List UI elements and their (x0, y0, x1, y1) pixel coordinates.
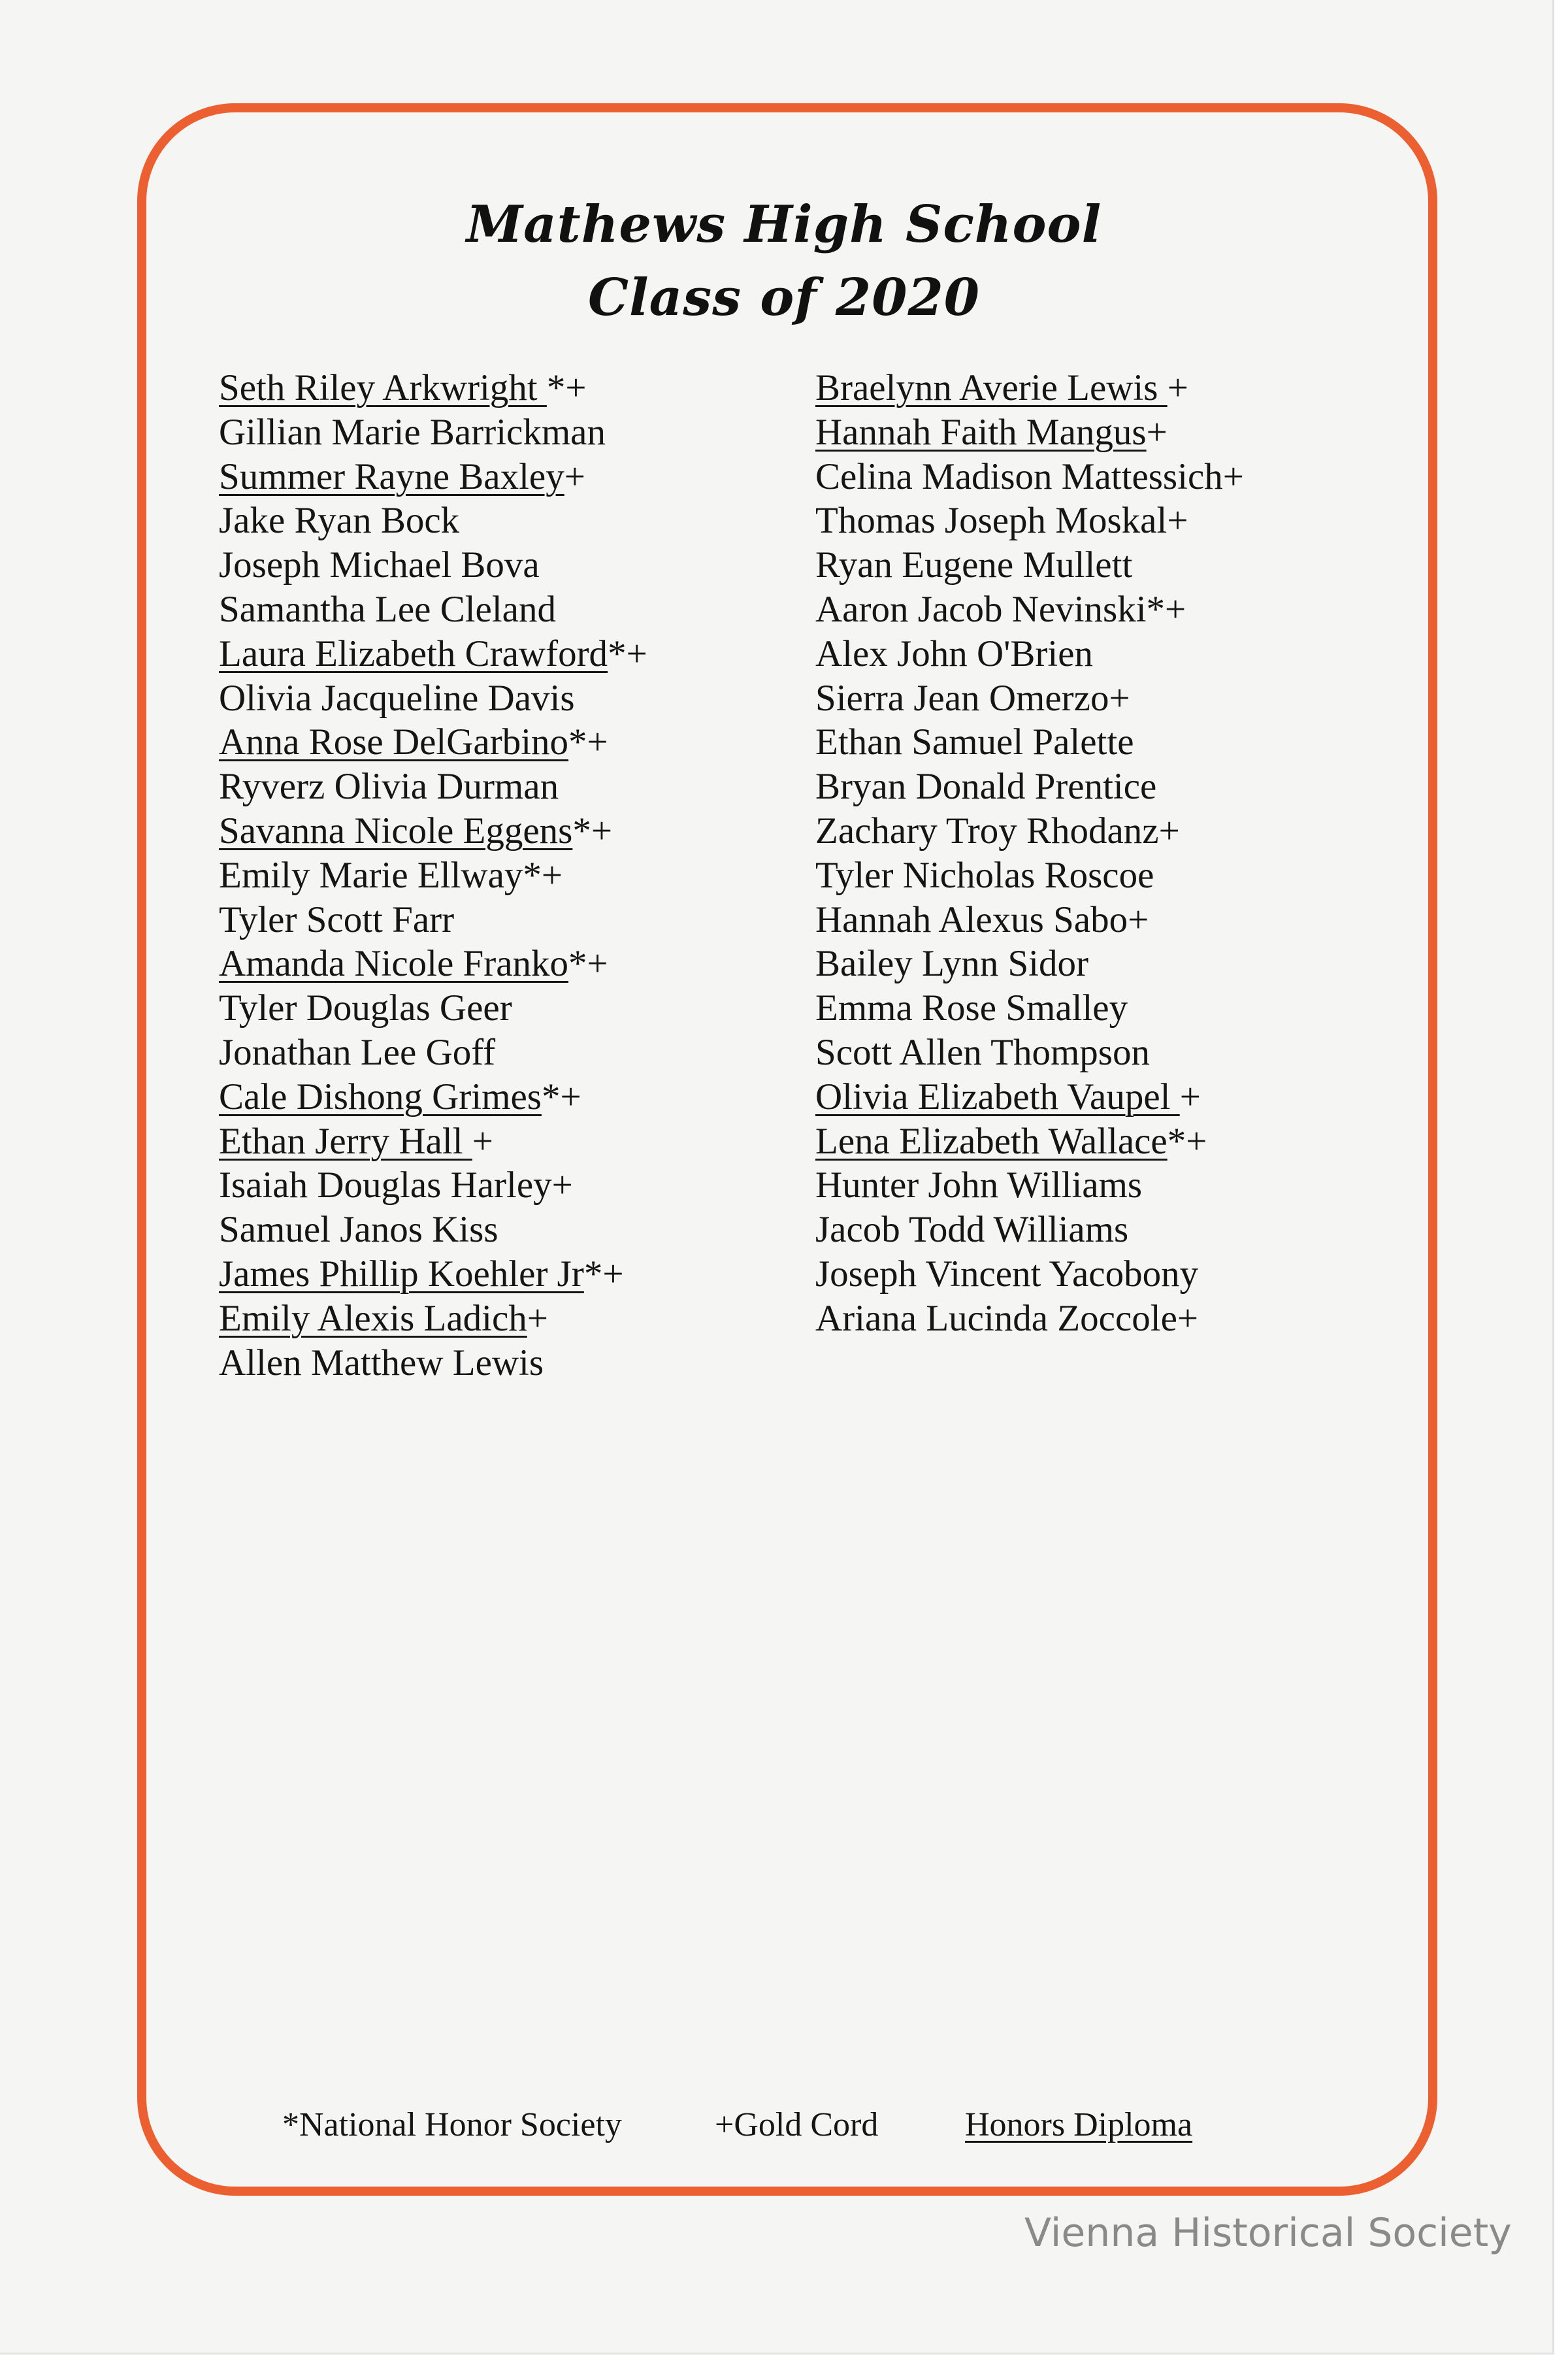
student-entry (815, 1252, 1244, 1297)
student-name: Ethan Jerry Hall (219, 1120, 472, 1162)
student-name: Zachary Troy Rhodanz (815, 810, 1159, 851)
student-entry (815, 1208, 1244, 1252)
student-entry (219, 499, 647, 543)
student-name: Jake Ryan Bock (219, 500, 460, 542)
student-list-left (219, 366, 647, 1385)
student-entry (815, 543, 1244, 587)
student-entry (815, 632, 1244, 676)
student-entry (219, 765, 647, 809)
student-name: Isaiah Douglas Harley (219, 1165, 552, 1206)
honor-marks: + (1109, 677, 1130, 719)
honor-marks: *+ (608, 633, 647, 674)
watermark: Vienna Historical Society (1024, 2210, 1512, 2256)
honor-marks: *+ (546, 367, 587, 408)
student-entry (219, 720, 647, 765)
student-name: Hunter John Williams (815, 1165, 1143, 1206)
student-name: Lena Elizabeth Wallace (815, 1120, 1168, 1162)
honor-marks: + (1167, 367, 1188, 408)
student-entry (219, 632, 647, 676)
student-entry (815, 1031, 1244, 1075)
legend-honors-diploma: Honors Diploma (965, 2106, 1193, 2143)
student-entry (219, 455, 647, 499)
student-name: Jonathan Lee Goff (219, 1031, 496, 1073)
student-name: Alex John O'Brien (815, 633, 1094, 674)
honor-marks: + (472, 1120, 493, 1162)
student-name: Bailey Lynn Sidor (815, 943, 1088, 985)
honor-marks: *+ (1167, 1120, 1207, 1162)
student-name: Hannah Faith Mangus (815, 411, 1147, 453)
student-name: Tyler Douglas Geer (219, 987, 512, 1029)
student-name: Emma Rose Smalley (815, 987, 1128, 1029)
student-name: Samantha Lee Cleland (219, 588, 556, 630)
student-entry (815, 1119, 1244, 1164)
student-name: Samuel Janos Kiss (219, 1209, 498, 1251)
student-name: Sierra Jean Omerzo (815, 677, 1109, 719)
student-entry (815, 676, 1244, 721)
student-entry (219, 1031, 647, 1075)
student-entry (219, 587, 647, 632)
honor-marks: *+ (583, 1253, 624, 1295)
student-entry (815, 986, 1244, 1031)
honor-marks: + (1128, 899, 1149, 940)
honor-marks: + (1179, 1076, 1201, 1117)
student-entry (815, 853, 1244, 898)
student-name: Anna Rose DelGarbino (219, 721, 569, 763)
honor-marks: + (1167, 500, 1188, 542)
honor-marks: + (1146, 411, 1168, 453)
student-entry (219, 366, 647, 410)
student-entry (219, 898, 647, 942)
student-name: Emily Marie Ellway (219, 854, 523, 896)
student-entry (219, 1163, 647, 1208)
student-entry (219, 809, 647, 853)
student-name: Scott Allen Thompson (815, 1031, 1150, 1073)
student-entry (815, 366, 1244, 410)
honor-marks: *+ (541, 1076, 581, 1117)
student-entry (219, 410, 647, 455)
student-entry (219, 853, 647, 898)
honor-marks: + (1177, 1297, 1199, 1339)
student-name: Cale Dishong Grimes (219, 1076, 542, 1117)
student-name: Allen Matthew Lewis (219, 1342, 544, 1383)
student-name: Joseph Michael Bova (219, 544, 540, 586)
student-name: Seth Riley Arkwright (219, 367, 547, 408)
student-name: Bryan Donald Prentice (815, 766, 1157, 808)
student-entry (219, 1297, 647, 1341)
legend-national-honor-society: *National Honor Society (282, 2106, 622, 2143)
student-name: Tyler Scott Farr (219, 899, 455, 940)
student-entry (815, 765, 1244, 809)
student-name: Amanda Nicole Franko (219, 943, 569, 985)
honor-marks: + (1222, 455, 1244, 497)
student-entry (815, 1075, 1244, 1119)
legend (0, 2106, 1568, 2151)
student-name: Aaron Jacob Nevinski (815, 588, 1147, 630)
honor-marks: *+ (572, 810, 612, 851)
student-name: Ethan Samuel Palette (815, 721, 1134, 763)
student-entry (815, 898, 1244, 942)
student-name: Joseph Vincent Yacobony (815, 1253, 1199, 1295)
student-name: Ryverz Olivia Durman (219, 766, 559, 808)
student-list-right (815, 366, 1244, 1341)
student-name: Ariana Lucinda Zoccole (815, 1297, 1177, 1339)
student-name: Emily Alexis Ladich (219, 1297, 527, 1339)
student-name: Thomas Joseph Moskal (815, 500, 1168, 542)
student-entry (815, 499, 1244, 543)
student-entry (815, 1297, 1244, 1341)
student-name: James Phillip Koehler Jr (219, 1253, 584, 1295)
student-entry (219, 1119, 647, 1164)
honor-marks: *+ (1146, 588, 1186, 630)
student-name: Ryan Eugene Mullett (815, 544, 1133, 586)
student-name: Hannah Alexus Sabo (815, 899, 1128, 940)
student-entry (815, 410, 1244, 455)
student-name: Celina Madison Mattessich (815, 455, 1223, 497)
student-entry (219, 676, 647, 721)
student-entry (815, 720, 1244, 765)
student-entry (219, 986, 647, 1031)
student-entry (815, 942, 1244, 986)
student-name: Laura Elizabeth Crawford (219, 633, 608, 674)
student-entry (219, 1341, 647, 1385)
honor-marks: *+ (523, 854, 563, 896)
student-name: Jacob Todd Williams (815, 1209, 1129, 1251)
student-entry (815, 587, 1244, 632)
student-name: Olivia Elizabeth Vaupel (815, 1076, 1180, 1117)
school-title: Mathews High School (466, 195, 1102, 254)
honor-marks: + (551, 1165, 573, 1206)
student-entry (815, 809, 1244, 853)
class-year-title: Class of 2020 (587, 268, 981, 327)
student-entry (219, 942, 647, 986)
student-name: Olivia Jacqueline Davis (219, 677, 575, 719)
student-name: Gillian Marie Barrickman (219, 411, 606, 453)
honor-marks: + (564, 455, 585, 497)
honor-marks: + (527, 1297, 548, 1339)
student-name: Tyler Nicholas Roscoe (815, 854, 1154, 896)
student-entry (219, 1075, 647, 1119)
student-name: Savanna Nicole Eggens (219, 810, 573, 851)
student-entry (219, 543, 647, 587)
student-entry (815, 455, 1244, 499)
student-entry (219, 1252, 647, 1297)
honor-marks: *+ (568, 721, 608, 763)
student-name: Summer Rayne Baxley (219, 455, 564, 497)
student-name: Braelynn Averie Lewis (815, 367, 1168, 408)
student-entry (815, 1163, 1244, 1208)
legend-gold-cord: +Gold Cord (715, 2106, 879, 2143)
honor-marks: + (1158, 810, 1180, 851)
student-entry (219, 1208, 647, 1252)
honor-marks: *+ (568, 943, 608, 985)
